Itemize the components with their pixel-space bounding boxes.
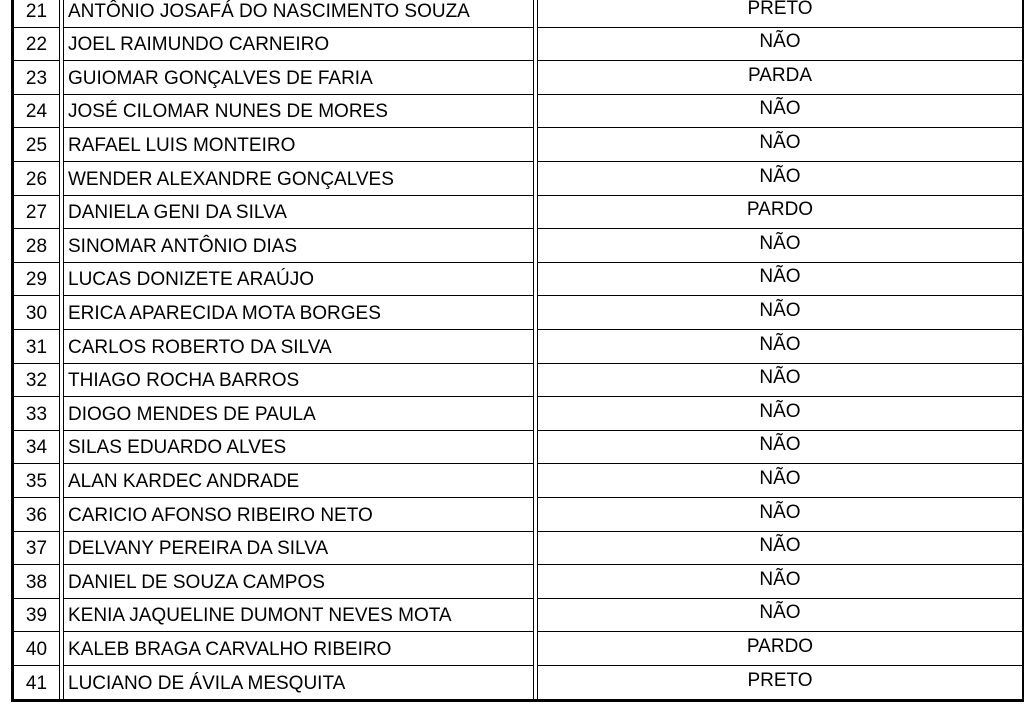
person-name: LUCIANO DE ÁVILA MESQUITA: [63, 666, 533, 700]
row-number: 40: [14, 632, 60, 666]
table-row: [14, 95, 1022, 129]
row-number: 24: [14, 95, 60, 129]
table-row: [14, 28, 1022, 62]
row-number: 29: [14, 263, 60, 297]
race-value: NÃO: [538, 397, 1022, 431]
table-row: [14, 666, 1022, 700]
row-number: 31: [14, 330, 60, 364]
row-number: 35: [14, 464, 60, 498]
table-row: [14, 464, 1022, 498]
table-row: [14, 229, 1022, 263]
race-value: PARDO: [538, 196, 1022, 230]
row-number: 28: [14, 229, 60, 263]
race-value: NÃO: [538, 498, 1022, 532]
race-value: NÃO: [538, 95, 1022, 129]
row-number: 34: [14, 431, 60, 465]
row-number: 37: [14, 532, 60, 566]
person-name: WENDER ALEXANDRE GONÇALVES: [63, 162, 533, 196]
row-number: 25: [14, 128, 60, 162]
race-value: NÃO: [538, 532, 1022, 566]
row-number: 38: [14, 565, 60, 599]
table-row: [14, 0, 1022, 28]
row-number: 26: [14, 162, 60, 196]
table-row: [14, 431, 1022, 465]
person-name: ALAN KARDEC ANDRADE: [63, 464, 533, 498]
race-value: NÃO: [538, 330, 1022, 364]
race-value: NÃO: [538, 431, 1022, 465]
person-name: JOEL RAIMUNDO CARNEIRO: [63, 28, 533, 62]
race-value: PARDO: [538, 632, 1022, 666]
person-name: LUCAS DONIZETE ARAÚJO: [63, 263, 533, 297]
race-value: NÃO: [538, 28, 1022, 62]
row-number: 41: [14, 666, 60, 700]
table-row: [14, 330, 1022, 364]
person-name: SILAS EDUARDO ALVES: [63, 431, 533, 465]
person-name: DANIEL DE SOUZA CAMPOS: [63, 565, 533, 599]
row-number: 27: [14, 196, 60, 230]
row-number: 33: [14, 397, 60, 431]
person-name: KENIA JAQUELINE DUMONT NEVES MOTA: [63, 599, 533, 633]
person-name: THIAGO ROCHA BARROS: [63, 364, 533, 398]
table-row: [14, 162, 1022, 196]
table-row: [14, 263, 1022, 297]
person-name: DANIELA GENI DA SILVA: [63, 196, 533, 230]
person-name: CARICIO AFONSO RIBEIRO NETO: [63, 498, 533, 532]
race-value: NÃO: [538, 599, 1022, 633]
row-number: 36: [14, 498, 60, 532]
row-number: 21: [14, 0, 60, 28]
race-value: NÃO: [538, 263, 1022, 297]
race-value: NÃO: [538, 128, 1022, 162]
row-number: 39: [14, 599, 60, 633]
table-row: [14, 565, 1022, 599]
person-name: RAFAEL LUIS MONTEIRO: [63, 128, 533, 162]
person-name: ANTÔNIO JOSAFÁ DO NASCIMENTO SOUZA: [63, 0, 533, 28]
table-row: [14, 61, 1022, 95]
table-row: [14, 397, 1022, 431]
row-number: 22: [14, 28, 60, 62]
person-name: DIOGO MENDES DE PAULA: [63, 397, 533, 431]
person-name: SINOMAR ANTÔNIO DIAS: [63, 229, 533, 263]
race-value: NÃO: [538, 364, 1022, 398]
table-row: [14, 599, 1022, 633]
person-name: DELVANY PEREIRA DA SILVA: [63, 532, 533, 566]
person-name: ERICA APARECIDA MOTA BORGES: [63, 296, 533, 330]
table-row: [14, 128, 1022, 162]
race-value: NÃO: [538, 565, 1022, 599]
person-name: GUIOMAR GONÇALVES DE FARIA: [63, 61, 533, 95]
person-name: KALEB BRAGA CARVALHO RIBEIRO: [63, 632, 533, 666]
table-row: [14, 532, 1022, 566]
table-row: [14, 364, 1022, 398]
row-number: 23: [14, 61, 60, 95]
race-value: PRETO: [538, 0, 1022, 28]
person-name: CARLOS ROBERTO DA SILVA: [63, 330, 533, 364]
row-number: 32: [14, 364, 60, 398]
race-value: NÃO: [538, 229, 1022, 263]
race-value: PARDA: [538, 61, 1022, 95]
table-row: [14, 196, 1022, 230]
table-row: [14, 296, 1022, 330]
roster-table: [11, 0, 1024, 702]
race-value: NÃO: [538, 162, 1022, 196]
race-value: NÃO: [538, 296, 1022, 330]
race-value: NÃO: [538, 464, 1022, 498]
row-number: 30: [14, 296, 60, 330]
table-row: [14, 498, 1022, 532]
table-row: [14, 632, 1022, 666]
race-value: PRETO: [747, 670, 813, 692]
person-name: JOSÉ CILOMAR NUNES DE MORES: [63, 95, 533, 129]
